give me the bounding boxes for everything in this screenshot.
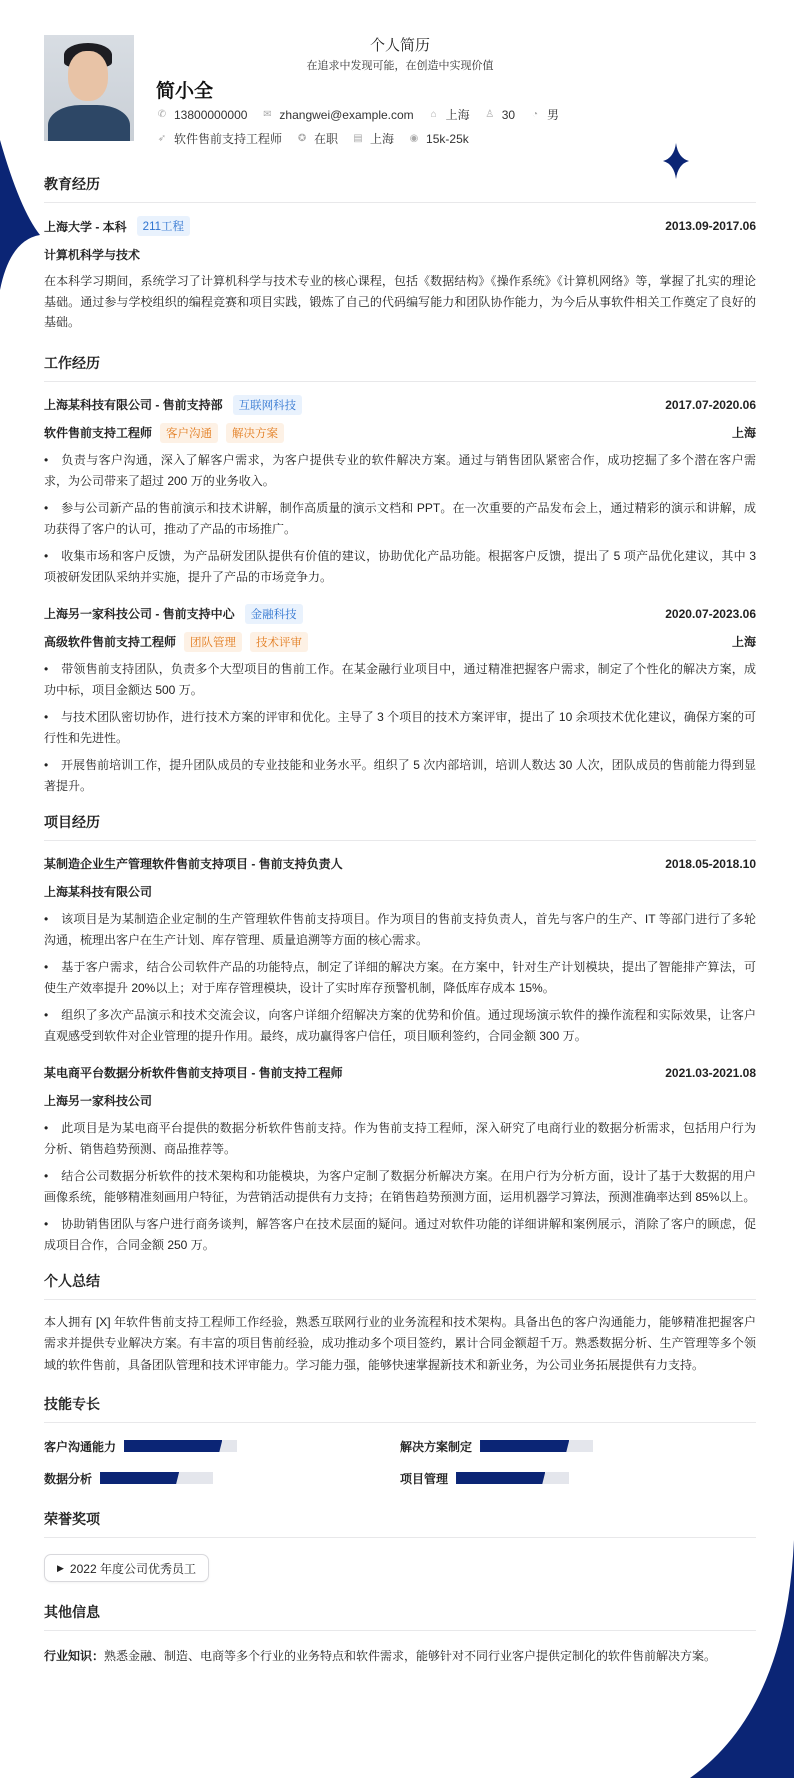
bullet-list [44, 450, 756, 589]
bullet-dot: • [44, 1216, 49, 1231]
company: 上海某科技有限公司 - 售前支持部 [44, 398, 223, 412]
bullet-text: 基于客户需求，结合公司软件产品的功能特点，制定了详细的解决方案。在方案中，针对生产计划模块，提出了智能排产算法，可使生产效率提升 20%以上；对于库存管理模块，设计了实时库存预警机制，降低库存成本 15%。 [44, 959, 756, 995]
job-status: 在职 [314, 132, 339, 146]
period: 2017.07-2020.06 [665, 397, 756, 412]
projects-section [44, 812, 756, 1257]
bullet-text: 带领售前支持团队，负责多个大型项目的售前工作。在某金融行业项目中，通过精准把握客户需求，制定了个性化的解决方案，成功中标，项目金额达 500 万。 [44, 661, 756, 697]
skill-item [44, 1435, 400, 1457]
company: 上海另一家科技公司 - 售前支持中心 [44, 607, 235, 621]
period: 2020.07-2023.06 [665, 606, 756, 621]
skill-tag: 技术评审 [250, 632, 308, 652]
bullet-item [44, 498, 756, 541]
position-icon: ➶ [157, 133, 167, 144]
project-company: 上海某科技有限公司 [44, 885, 153, 899]
bullet-list [44, 1118, 756, 1257]
target-position: 软件售前支持工程师 [174, 132, 283, 146]
summary-text: 本人拥有 [X] 年软件售前支持工程师工作经验，熟悉互联网行业的业务流程和技术架构。具备出色的客户沟通能力，能够精准把握客户需求并提供专业解决方案。有丰富的项目售前经验，成功推动多个项目签约，累计合同金额超千万。熟悉数据分析、生产管理等多个领域的软件售前，具备团队管理和技术评审能力。学习能力强，能够快速掌握新技术和新业务，为公司业务拓展提供有力支持。 [44, 1314, 756, 1372]
section-heading: 其他信息 [44, 1602, 756, 1631]
status-icon: ✪ [297, 133, 307, 144]
skill-name: 解决方案制定 [400, 1439, 473, 1454]
industry-tag: 金融科技 [245, 604, 303, 624]
bullet-item [44, 909, 756, 952]
triangle-icon: ▶ [57, 1562, 64, 1573]
bullet-item [44, 1214, 756, 1257]
bullet-text: 与技术团队密切协作，进行技术方案的评审和优化。主导了 3 个项目的技术方案评审，提出了 10 余项技术优化建议，确保方案的可行性和先进性。 [44, 709, 756, 745]
bullet-dot: • [44, 548, 49, 563]
project-name: 某制造企业生产管理软件售前支持项目 - 售前支持负责人 [44, 857, 343, 871]
bullet-text: 负责与客户沟通，深入了解客户需求，为客户提供专业的软件解决方案。通过与销售团队紧密合作，成功挖掘了多个潜在客户需求，为公司带来了超过 200 万的业务收入。 [44, 452, 756, 488]
section-heading: 工作经历 [44, 353, 756, 382]
bullet-text: 协助销售团队与客户进行商务谈判，解答客户在技术层面的疑问。通过对软件功能的详细讲解和案例展示，消除了客户的顾虑，促成项目合作，合同金额 250 万。 [44, 1216, 756, 1252]
skills-section [44, 1394, 756, 1489]
skill-bar [124, 1440, 237, 1452]
bullet-text: 结合公司数据分析软件的技术架构和功能模块，为客户定制了数据分析解决方案。在用户行为分析方面，设计了基于大数据的用户画像系统，能够精准刻画用户特征，为营销活动提供有力支持；在销售趋势预测方面，运用机器学习算法，预测准确率达到 85%以上。 [44, 1168, 756, 1204]
candidate-name: 简小全 [156, 81, 214, 102]
major: 计算机科学与技术 [44, 247, 141, 262]
work-entry [44, 394, 756, 589]
skill-name: 数据分析 [44, 1471, 93, 1486]
bullet-dot: • [44, 709, 49, 724]
skill-bar-fill [456, 1472, 545, 1484]
page-title: 个人简历 [369, 37, 430, 54]
email: zhangwei@example.com [279, 107, 414, 122]
bullet-dot: • [44, 757, 49, 772]
role: 高级软件售前支持工程师 [44, 635, 177, 649]
section-heading: 技能专长 [44, 1394, 756, 1423]
bullet-item [44, 1118, 756, 1161]
bullet-dot: • [44, 452, 49, 467]
bullet-text: 收集市场和客户反馈，为产品研发团队提供有价值的建议，协助优化产品功能。根据客户反馈，提出了 5 项产品优化建议，其中 3 项被研发团队采纳并实施，提升了产品的市场竞争力。 [44, 548, 756, 584]
bullet-dot: • [44, 1007, 49, 1022]
skill-bar [456, 1472, 569, 1484]
skill-bar-fill [480, 1440, 569, 1452]
bullet-item [44, 659, 756, 702]
period: 2018.05-2018.10 [665, 856, 756, 871]
skill-name: 项目管理 [400, 1471, 449, 1486]
school-tag: 211工程 [137, 216, 190, 236]
bullet-dot: • [44, 661, 49, 676]
award-label: 2022 年度公司优秀员工 [69, 1561, 196, 1576]
bullet-item [44, 957, 756, 1000]
section-heading: 荣誉奖项 [44, 1509, 756, 1538]
skill-bar [480, 1440, 593, 1452]
section-heading: 项目经历 [44, 812, 756, 841]
job-intent-row [156, 130, 483, 147]
age: 30 [501, 107, 516, 122]
salary-icon: ◉ [409, 133, 419, 144]
skill-bar-fill [124, 1440, 222, 1452]
bullet-item [44, 1166, 756, 1209]
bullet-dot: • [44, 959, 49, 974]
skill-tag: 解决方案 [226, 423, 284, 443]
skill-bar-fill [100, 1472, 179, 1484]
bullet-dot: • [44, 500, 49, 515]
education-section [44, 174, 756, 333]
target-city: 上海 [370, 132, 395, 146]
bullet-text: 开展售前培训工作，提升团队成员的专业技能和业务水平。组织了 5 次内部培训，培训人数达 30 人次，团队成员的售前能力得到显著提升。 [44, 757, 756, 793]
work-entry [44, 603, 756, 798]
motto: 在追求中发现可能，在创造中实现价值 [306, 60, 494, 72]
project-entry [44, 853, 756, 1048]
skill-item [400, 1435, 756, 1457]
skill-tag: 客户沟通 [160, 423, 218, 443]
industry-tag: 互联网科技 [233, 395, 303, 415]
bullet-item [44, 450, 756, 493]
award-item [44, 1554, 209, 1582]
education-description: 在本科学习期间，系统学习了计算机科学与技术专业的核心课程，包括《数据结构》《操作系统》《计算机网络》等，掌握了扎实的理论基础。通过参与学校组织的编程竞赛和项目实践，锻炼了自己的代码编写能力和团队协作能力，为今后从事软件相关工作奠定了良好的基础。 [44, 274, 756, 329]
bullet-text: 此项目是为某电商平台提供的数据分析软件售前支持。作为售前支持工程师，深入研究了电商行业的数据分析需求，包括用户行为分析、销售趋势预测、商品推荐等。 [44, 1120, 756, 1156]
bullet-text: 该项目是为某制造企业定制的生产管理软件售前支持项目。作为项目的售前支持负责人，首先与客户的生产、IT 等部门进行了多轮沟通，梳理出客户在生产计划、库存管理、质量追溯等方面的核心需求。 [44, 911, 756, 947]
city: 上海 [731, 426, 756, 440]
resume-header [44, 0, 756, 190]
city: 上海 [731, 635, 756, 649]
skill-name: 客户沟通能力 [44, 1439, 117, 1454]
summary-section [44, 1271, 756, 1377]
bullet-item [44, 1005, 756, 1048]
project-name: 某电商平台数据分析软件售前支持项目 - 售前支持工程师 [44, 1066, 343, 1080]
skill-tag: 团队管理 [184, 632, 242, 652]
resume-page [44, 0, 756, 1664]
phone-icon: ✆ [157, 109, 167, 120]
bullet-item [44, 546, 756, 589]
role: 软件售前支持工程师 [44, 426, 153, 440]
project-entry [44, 1062, 756, 1257]
gender-icon: ◔ [532, 109, 539, 120]
bullet-text: 参与公司新产品的售前演示和技术讲解，制作高质量的演示文档和 PPT。在一次重要的产品发布会上，通过精彩的演示和讲解，成功获得了客户的认可，推动了产品的市场推广。 [44, 500, 756, 536]
school: 上海大学 - 本科 [44, 219, 127, 234]
contact-row [156, 106, 573, 123]
bullet-item [44, 707, 756, 750]
bullet-dot: • [44, 1168, 49, 1183]
bullet-list [44, 659, 756, 798]
section-heading: 教育经历 [44, 174, 756, 203]
bullet-item [44, 755, 756, 798]
age-icon: ♙ [485, 109, 495, 120]
expected-salary: 15k-25k [426, 131, 469, 146]
period: 2013.09-2017.06 [665, 219, 756, 233]
phone: 13800000000 [174, 107, 248, 122]
section-heading: 个人总结 [44, 1271, 756, 1300]
awards-section [44, 1509, 756, 1582]
other-text: 熟悉金融、制造、电商等多个行业的业务特点和软件需求，能够针对不同行业客户提供定制化的软件售前解决方案。 [104, 1649, 717, 1663]
other-label: 行业知识： [44, 1649, 105, 1663]
bullet-text: 组织了多次产品演示和技术交流会议，向客户详细介绍解决方案的优势和价值。通过现场演示软件的操作流程和实际效果，让客户直观感受到软件对企业管理的提升作用。最终，成功赢得客户信任，项目顺利签约，合同金额 300 万。 [44, 1007, 756, 1043]
skill-item [44, 1467, 400, 1489]
city-icon: ▤ [353, 133, 363, 144]
mail-icon: ✉ [263, 109, 272, 120]
other-section [44, 1602, 756, 1664]
bullet-list [44, 909, 756, 1048]
bullet-dot: • [44, 1120, 49, 1135]
skill-item [400, 1467, 756, 1489]
home-icon: ⌂ [430, 109, 437, 120]
bullet-dot: • [44, 911, 49, 926]
location: 上海 [445, 108, 470, 122]
work-section [44, 353, 756, 798]
gender: 男 [547, 108, 560, 122]
period: 2021.03-2021.08 [665, 1065, 756, 1080]
skill-bar [100, 1472, 213, 1484]
project-company: 上海另一家科技公司 [44, 1094, 153, 1108]
